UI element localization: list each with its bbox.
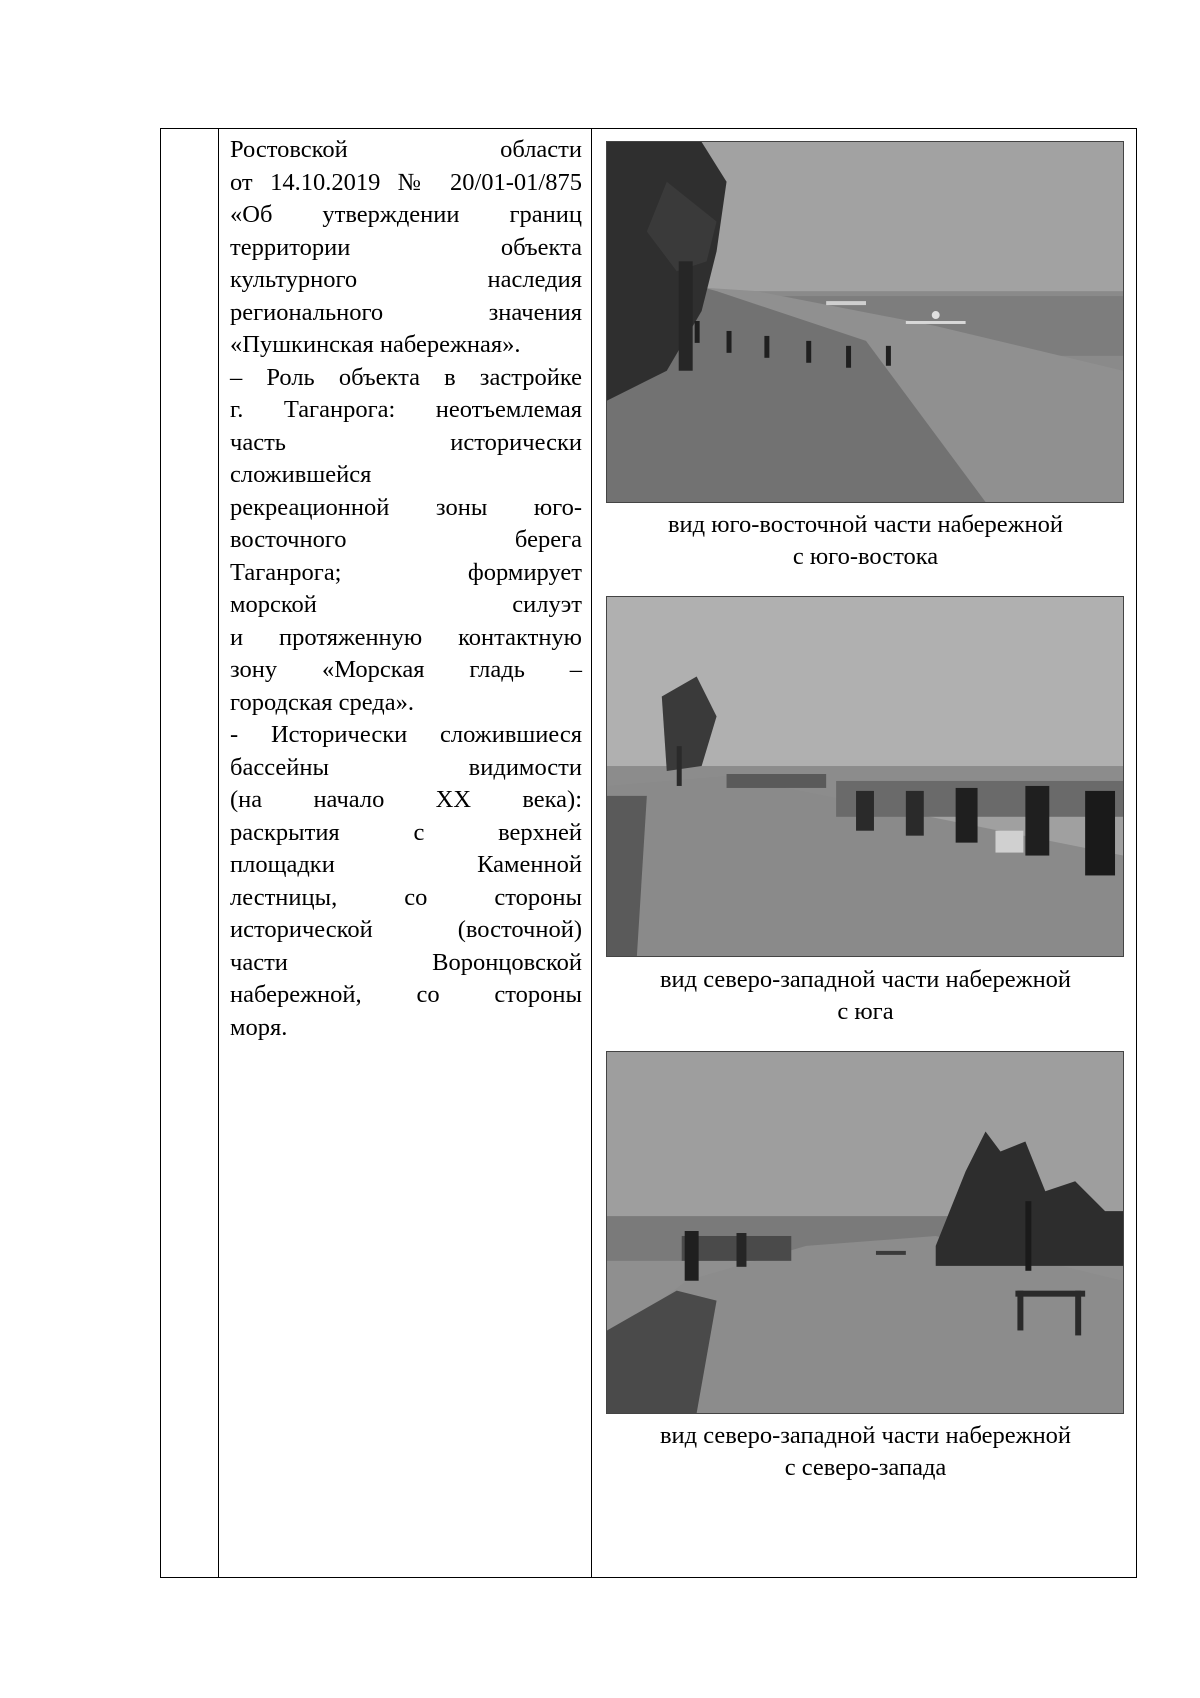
text-line: от 14.10.2019 № 20/01-01/875 (230, 168, 582, 196)
text-line: раскрытия с верхней (230, 818, 582, 846)
text-line: и протяженную контактную (230, 623, 582, 651)
text-line: площадки Каменной (230, 851, 582, 878)
caption-line: с юго-востока (792, 543, 939, 570)
text-line: зону «Морская гладь – (230, 656, 582, 683)
text-line: регионального значения (230, 298, 582, 326)
text-line: лестницы, со стороны (230, 883, 582, 911)
photo-embankment-northwest-northwest (606, 1051, 1124, 1414)
caption-line: вид северо-западной части набережной (659, 966, 1072, 993)
text-line: - Исторически сложившиеся (230, 721, 582, 748)
text-line: рекреационной зоны юго- (230, 493, 582, 521)
caption-line: с юга (837, 998, 894, 1025)
text-line: «Об утверждении границ (230, 201, 582, 228)
text-line: (на начало XX века): (230, 786, 582, 813)
column-divider-1 (218, 129, 219, 1577)
text-line: часть исторически (230, 428, 582, 456)
photo-caption (593, 964, 1138, 1028)
text-line: городская среда». (230, 688, 415, 716)
text-line: Таганрога; формирует (230, 558, 582, 586)
document-table (160, 128, 1137, 1578)
photo-caption (593, 1420, 1138, 1484)
text-line: исторической (восточной) (230, 916, 582, 943)
text-line: морской силуэт (230, 591, 582, 618)
column-divider-2 (591, 129, 592, 1577)
text-line: бассейны видимости (230, 753, 582, 781)
caption-line: с северо-запада (784, 1454, 947, 1481)
text-line: культурного наследия (230, 266, 582, 293)
text-line: – Роль объекта в застройке (230, 363, 582, 391)
photo-caption (593, 509, 1138, 573)
text-line: «Пушкинская набережная». (230, 331, 521, 358)
description-text-column (230, 134, 582, 1044)
text-line: набережной, со стороны (230, 981, 582, 1008)
photo-embankment-northwest-south (606, 596, 1124, 957)
text-line: части Воронцовской (230, 948, 582, 976)
text-line: Ростовской области (230, 136, 582, 163)
text-line: восточного берега (230, 526, 582, 553)
text-line: г. Таганрога: неотъемлемая (230, 396, 582, 423)
text-line: сложившейся (230, 461, 372, 488)
caption-line: вид юго-восточной части набережной (667, 511, 1063, 538)
photo-embankment-southeast (606, 141, 1124, 503)
text-line: моря. (230, 1013, 288, 1041)
caption-line: вид северо-западной части набережной (659, 1422, 1072, 1449)
text-line: территории объекта (230, 233, 582, 261)
